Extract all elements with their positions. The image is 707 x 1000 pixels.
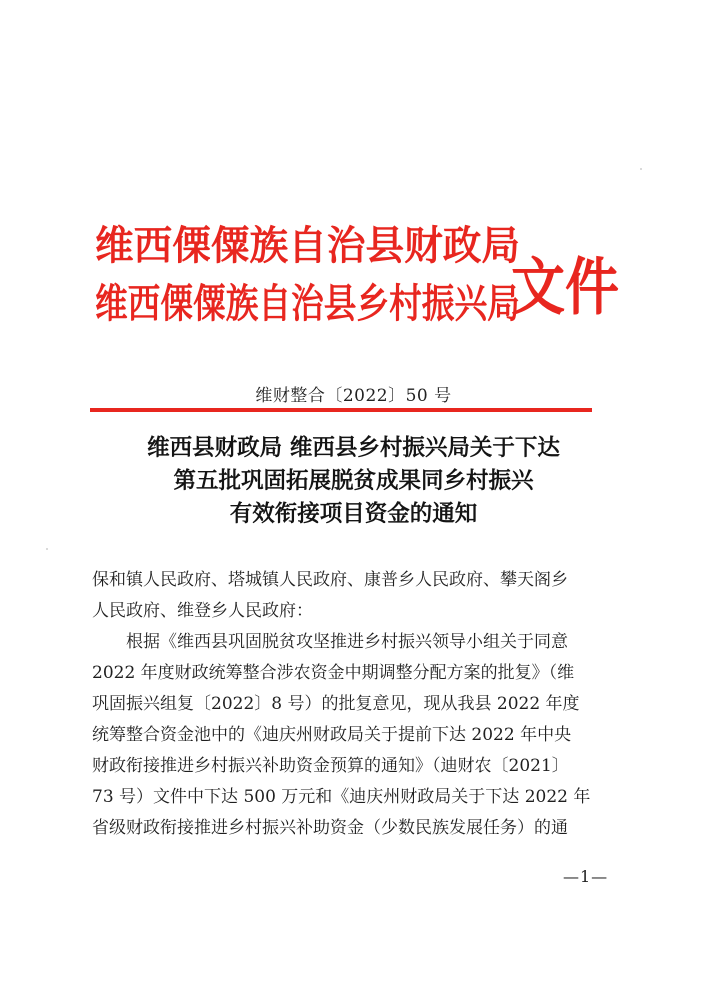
document-body (92, 565, 612, 844)
red-divider-line (90, 408, 592, 412)
paragraph-line: 2022 年度财政统筹整合涉农资金中期调整分配方案的批复》（维 (92, 663, 575, 683)
paragraph-line: 巩固振兴组复〔2022〕8 号）的批复意见，现从我县 2022 年度 (92, 694, 580, 714)
title-line-3: 有效衔接项目资金的通知 (229, 501, 478, 527)
issuer-block (95, 218, 525, 332)
document-type-label: 文件 (511, 250, 619, 324)
addressee-line-1: 保和镇人民政府、塔城镇人民政府、康普乡人民政府、攀天阁乡 (92, 570, 568, 590)
scan-speck (46, 548, 48, 550)
addressee-line-2: 人民政府、维登乡人民政府： (92, 601, 313, 621)
issuer-finance-bureau: 维西傈僳族自治县财政局 (95, 222, 521, 269)
document-title (0, 432, 707, 531)
issuer-rural-revitalization-bureau: 维西傈僳族自治县乡村振兴局 (95, 280, 520, 327)
page-number: —1— (563, 867, 609, 886)
paragraph-line: 根据《维西县巩固脱贫攻坚推进乡村振兴领导小组关于同意 (126, 632, 568, 652)
paragraph-line: 73 号）文件中下达 500 万元和《迪庆州财政局关于下达 2022 年 (92, 787, 591, 807)
document-number: 维财整合〔2022〕50 号 (255, 386, 452, 406)
title-line-1: 维西县财政局 维西县乡村振兴局关于下达 (147, 435, 560, 461)
paragraph-line: 财政衔接推进乡村振兴补助资金预算的通知》（迪财农〔2021〕 (92, 756, 569, 776)
title-line-2: 第五批巩固拓展脱贫成果同乡村振兴 (173, 468, 534, 494)
scan-speck (640, 168, 642, 170)
paragraph-line: 省级财政衔接推进乡村振兴补助资金（少数民族发展任务）的通 (92, 818, 568, 838)
paragraph-line: 统筹整合资金池中的《迪庆州财政局关于提前下达 2022 年中央 (92, 725, 572, 745)
